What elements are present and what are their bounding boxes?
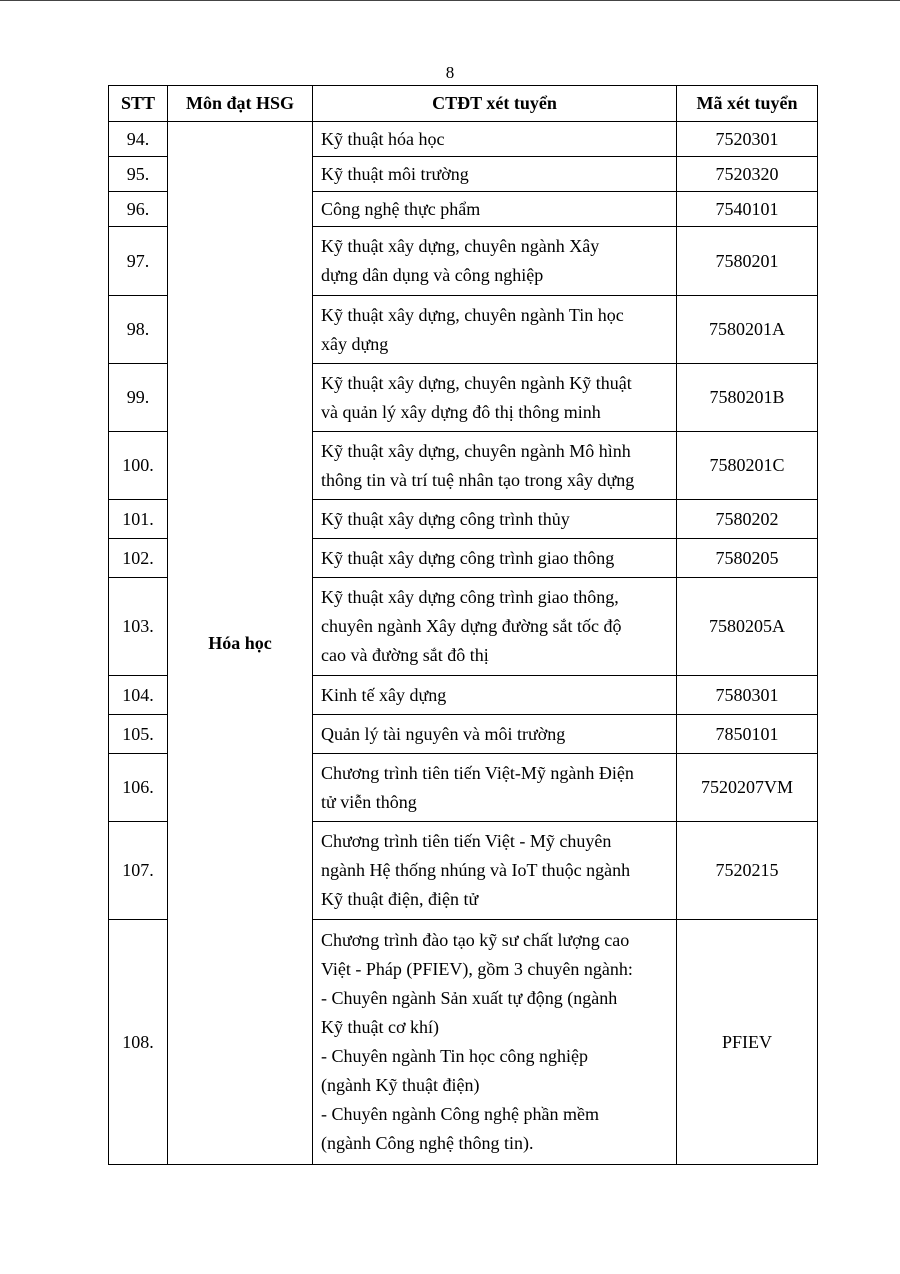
program-text: Kỹ thuật hóa học [321, 128, 445, 149]
program-text: Kỹ thuật xây dựng công trình giao thông [321, 547, 615, 568]
row-code: 7580301 [677, 676, 818, 715]
row-program [313, 539, 677, 578]
row-code: 7520301 [677, 122, 818, 157]
row-stt: 107. [109, 822, 168, 920]
row-stt: 108. [109, 920, 168, 1165]
row-code: 7580201C [677, 432, 818, 500]
row-program [313, 754, 677, 822]
program-text: Kỹ thuật xây dựng, chuyên ngành Tin học xây dựng [321, 304, 624, 354]
program-text: Kinh tế xây dựng [321, 684, 447, 705]
row-stt: 96. [109, 192, 168, 227]
row-stt: 106. [109, 754, 168, 822]
row-program [313, 192, 677, 227]
row-program [313, 920, 677, 1165]
row-program [313, 122, 677, 157]
row-stt: 98. [109, 296, 168, 364]
row-stt: 95. [109, 157, 168, 192]
row-code: 7580201A [677, 296, 818, 364]
header-code: Mã xét tuyển [677, 86, 818, 122]
row-code: 7520320 [677, 157, 818, 192]
table-row [109, 122, 818, 157]
row-program [313, 500, 677, 539]
row-code: 7580205 [677, 539, 818, 578]
row-stt: 104. [109, 676, 168, 715]
row-program [313, 296, 677, 364]
program-text: Kỹ thuật xây dựng công trình thủy [321, 508, 570, 529]
row-stt: 103. [109, 578, 168, 676]
row-program [313, 676, 677, 715]
row-stt: 100. [109, 432, 168, 500]
row-code: PFIEV [677, 920, 818, 1165]
row-code: 7580201B [677, 364, 818, 432]
row-stt: 101. [109, 500, 168, 539]
page-number: 8 [445, 63, 455, 82]
row-program [313, 432, 677, 500]
row-code: 7850101 [677, 715, 818, 754]
header-subject: Môn đạt HSG [168, 86, 313, 122]
row-program [313, 364, 677, 432]
program-text: Công nghệ thực phẩm [321, 198, 481, 219]
program-text: Quản lý tài nguyên và môi trường [321, 723, 566, 744]
program-text: Kỹ thuật xây dựng, chuyên ngành Kỹ thuật và quản lý xây dựng đô thị thông minh [321, 372, 632, 422]
row-program [313, 578, 677, 676]
row-program [313, 157, 677, 192]
program-text: Kỹ thuật xây dựng, chuyên ngành Mô hình thông tin và trí tuệ nhân tạo trong xây dựng [321, 440, 635, 490]
row-stt: 97. [109, 227, 168, 296]
row-stt: 99. [109, 364, 168, 432]
header-program: CTĐT xét tuyển [313, 86, 677, 122]
table-header-row [109, 86, 818, 122]
program-text: Chương trình đào tạo kỹ sư chất lượng cao Việt - Pháp (PFIEV), gồm 3 chuyên ngành: - Chuyên ngành Sản xuất tự động (ngành Kỹ thuật cơ khí) - Chuyên ngành Tin học công nghiệp (ngành Kỹ thuật điện) - Chuyên ngành Công nghệ phần mềm (ngành Công nghệ thông tin). [321, 930, 633, 1153]
program-text: Chương trình tiên tiến Việt-Mỹ ngành Điện tử viễn thông [321, 762, 634, 812]
page-top-rule [0, 0, 900, 1]
row-program [313, 822, 677, 920]
row-code: 7580202 [677, 500, 818, 539]
row-stt: 94. [109, 122, 168, 157]
row-stt: 105. [109, 715, 168, 754]
program-text: Kỹ thuật xây dựng, chuyên ngành Xây dựng dân dụng và công nghiệp [321, 236, 600, 285]
row-program [313, 715, 677, 754]
row-program [313, 227, 677, 296]
program-text: Kỹ thuật xây dựng công trình giao thông, chuyên ngành Xây dựng đường sắt tốc độ cao và đường sắt đô thị [321, 587, 622, 665]
program-text: Chương trình tiên tiến Việt - Mỹ chuyên ngành Hệ thống nhúng và IoT thuộc ngành Kỹ thuật điện, điện tử [321, 831, 631, 909]
admission-table [108, 85, 818, 1165]
row-code: 7540101 [677, 192, 818, 227]
program-text: Kỹ thuật môi trường [321, 163, 469, 184]
header-stt: STT [109, 86, 168, 122]
row-stt: 102. [109, 539, 168, 578]
row-code: 7580201 [677, 227, 818, 296]
row-code: 7520207VM [677, 754, 818, 822]
row-code: 7520215 [677, 822, 818, 920]
row-code: 7580205A [677, 578, 818, 676]
subject-cell: Hóa học [168, 122, 313, 1165]
